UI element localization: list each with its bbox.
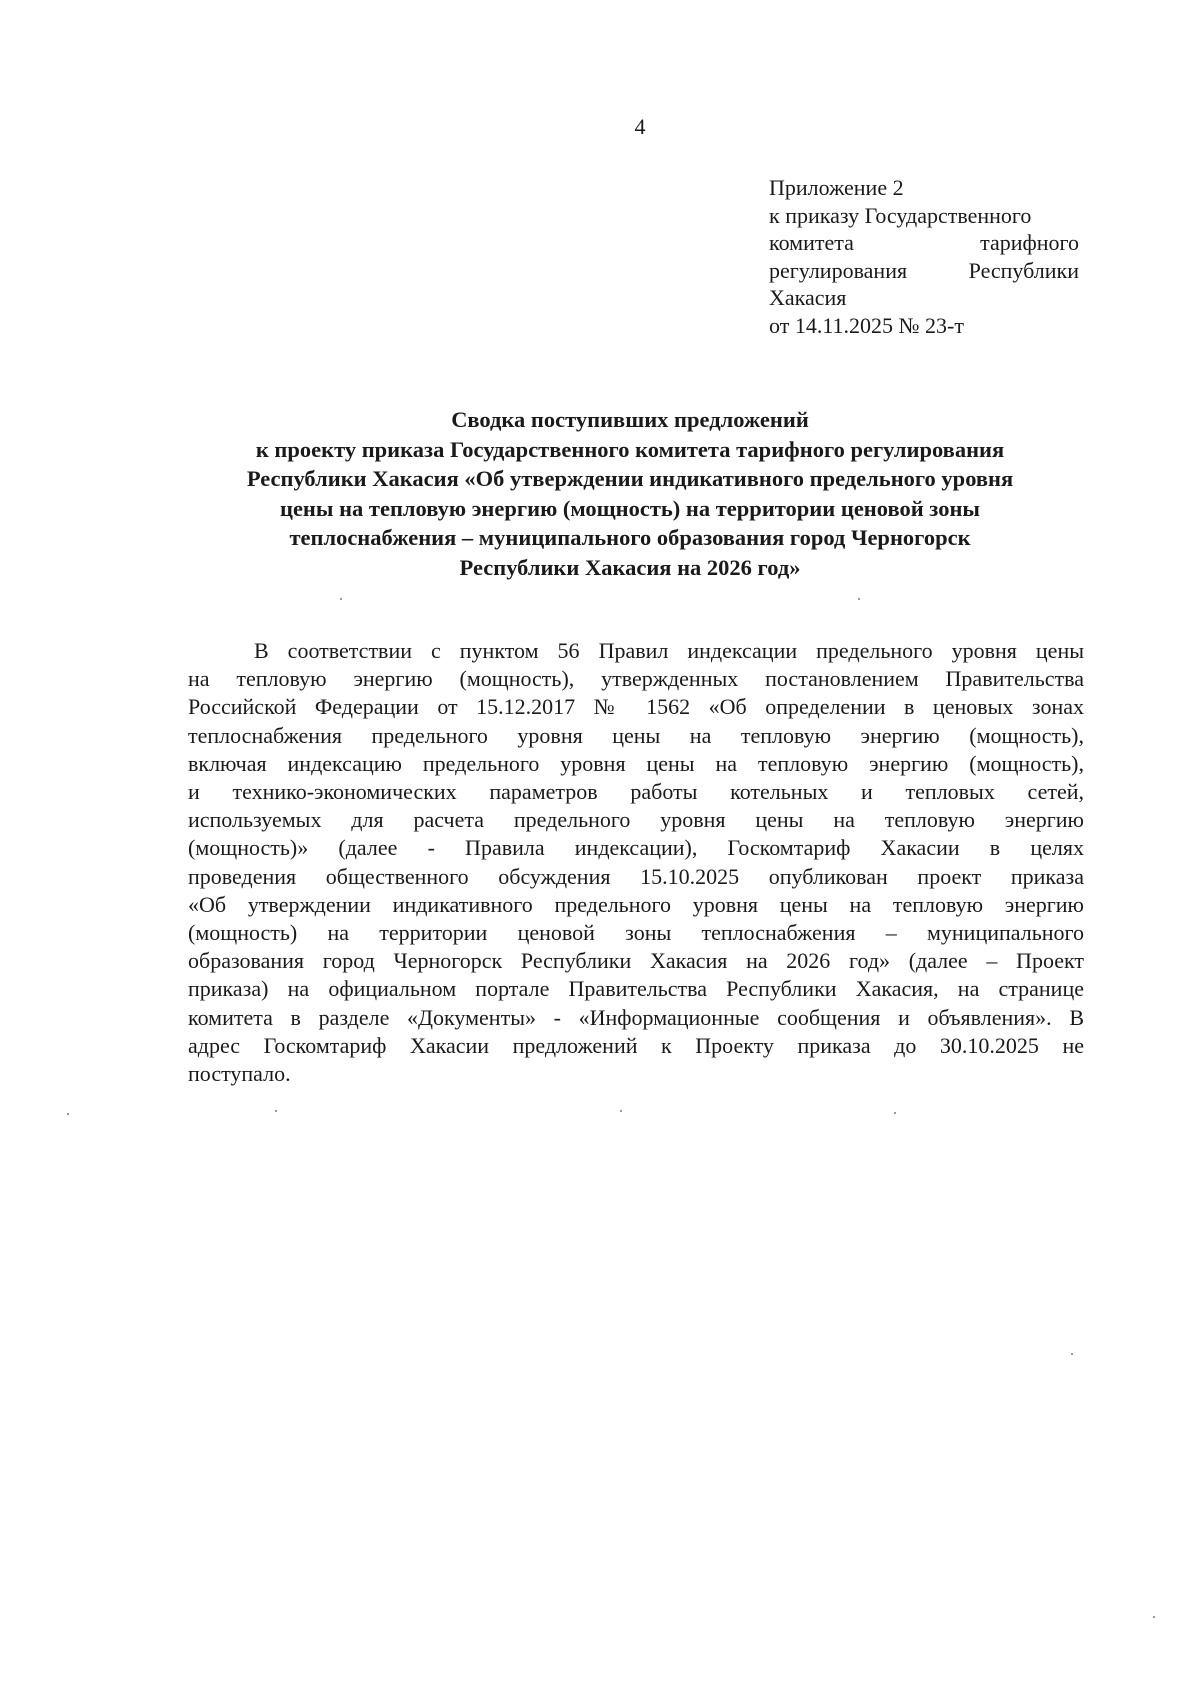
body-line: адрес Госкомтариф Хакасии предложений к Проекту приказа до 30.10.2025 не (188, 1032, 1084, 1058)
title-line: цены на тепловую энергию (мощность) на территории ценовой зоны (279, 495, 980, 521)
scan-speck (275, 1110, 277, 1112)
title-line: Сводка поступивших предложений (451, 407, 809, 432)
title-line: Республики Хакасия «Об утверждении индикативного предельного уровня (246, 466, 1014, 491)
page-number: 4 (634, 114, 646, 139)
appendix-line: Хакасия (769, 285, 847, 310)
appendix-word: Республики (968, 257, 1079, 283)
title-line: к проекту приказа Государственного комитета тарифного регулирования (255, 436, 1005, 462)
scan-speck (1071, 1353, 1073, 1355)
body-line: (мощность) на территории ценовой зоны теплоснабжения – муниципального (188, 920, 1084, 946)
appendix-date: от 14.11.2025 № 23-т (769, 312, 964, 338)
appendix-word: регулирования (769, 257, 908, 283)
body-line: комитета в разделе «Документы» - «Информационные сообщения и объявления». В (188, 1004, 1084, 1030)
scan-speck (340, 598, 342, 600)
scan-speck (67, 1113, 69, 1115)
appendix-word: тарифного (980, 230, 1079, 255)
body-paragraph (188, 637, 1084, 1088)
title-line: Республики Хакасия на 2026 год» (459, 554, 801, 580)
appendix-line-justified (769, 229, 1079, 257)
body-line: «Об утверждении индикативного предельного уровня цены на тепловую энергию (188, 891, 1084, 917)
title-line: теплоснабжения – муниципального образования город Черногорск (289, 525, 971, 550)
scan-speck (894, 1112, 896, 1114)
scan-speck (620, 1110, 622, 1112)
appendix-header (769, 174, 1079, 339)
body-line: и технико-экономических параметров работы котельных и тепловых сетей, (188, 779, 1084, 805)
body-line: на тепловую энергию (мощность), утвержденных постановлением Правительства (188, 666, 1084, 692)
document-title (180, 405, 1080, 582)
appendix-line-justified (769, 257, 1079, 285)
body-line: используемых для расчета предельного уровня цены на тепловую энергию (188, 807, 1084, 833)
appendix-line: к приказу Государственного (769, 202, 1032, 228)
scan-speck (1153, 1616, 1155, 1618)
appendix-word: комитета (769, 230, 854, 255)
body-line: приказа) на официальном портале Правительства Республики Хакасия, на странице (188, 976, 1084, 1002)
appendix-line: Приложение 2 (769, 175, 904, 200)
body-line: образования город Черногорск Республики Хакасия на 2026 год» (далее – Проект (188, 948, 1084, 974)
body-line: В соответствии с пунктом 56 Правил индексации предельного уровня цены (254, 638, 1084, 663)
body-line: включая индексацию предельного уровня цены на тепловую энергию (мощность), (188, 750, 1084, 776)
body-line: (мощность)» (далее - Правила индексации), Госкомтариф Хакасии в целях (188, 835, 1084, 861)
body-line: поступало. (188, 1061, 291, 1087)
body-line: проведения общественного обсуждения 15.10.2025 опубликован проект приказа (188, 863, 1084, 889)
scan-speck (858, 598, 860, 600)
body-line: теплоснабжения предельного уровня цены на тепловую энергию (мощность), (188, 722, 1084, 748)
body-line: Российской Федерации от 15.12.2017 № 1562 «Об определении в ценовых зонах (188, 694, 1084, 720)
